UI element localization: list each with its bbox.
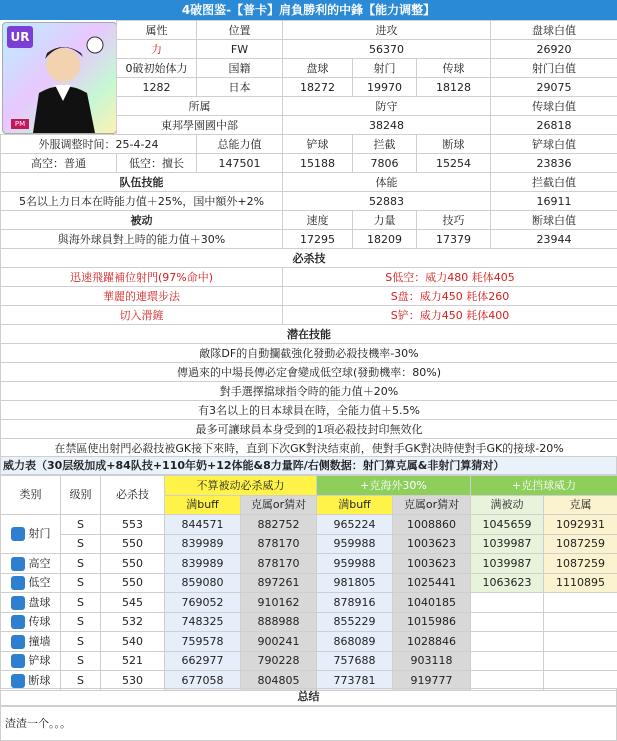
label-power: 力量 [353,211,417,230]
skill-power-cell: 530 [101,671,165,691]
counter-cell: 888988 [241,612,317,632]
value-affiliation: 東邦學園國中部 [117,116,283,135]
category-cell [1,651,61,671]
latent-skill-item: 敵隊DF的自動攔截強化發動必殺技機率-30% [1,344,617,363]
latent-skill-item: 傳過來的中場長傳必定會變成低空球(發動機率：80%) [1,363,617,382]
card-tag: PM [11,119,29,129]
page-title: 4破图鉴-【普卡】肩負勝利的中鋒【能力调整】 [0,0,617,20]
stats-table [0,20,617,458]
category-label: 高空 [28,556,51,570]
value-stamina: 52883 [283,192,491,211]
full-buff-cell: 769052 [165,593,241,613]
full-buff-cell: 748325 [165,612,241,632]
full-passive-cell [471,612,544,632]
label-pass: 传球 [417,59,491,78]
skill-power-cell: 550 [101,534,165,554]
category-label: 断球 [28,673,51,687]
full-passive-cell [471,632,544,652]
level-cell: S [61,651,101,671]
full-buff-cell: 759578 [165,632,241,652]
label-attribute: 属性 [117,21,197,40]
latent-skill-item: 對手選擇擋球指令時的能力值＋20% [1,382,617,401]
header-skill: 必杀技 [101,476,165,515]
power-row [1,593,617,613]
counter-cell: 897261 [241,573,317,593]
counter-cell: 910162 [241,593,317,613]
label-nationality: 国籍 [197,59,283,78]
team-skill-text: 5名以上力日本在時能力值＋25%，国中額外+2% [1,192,283,211]
skill-type-icon [11,576,25,590]
full-passive-cell [471,651,544,671]
value-block: 7806 [353,154,417,173]
counter-cell: 804805 [241,671,317,691]
header-overseas: +克海外30% [317,476,471,496]
latent-skill-item: 最多可讓球員本身受到的1項必殺技封印無效化 [1,420,617,439]
value-intercept: 15254 [417,154,491,173]
full-buff-cell: 662977 [165,651,241,671]
value-shoot: 19970 [353,78,417,97]
overseas-buff-cell: 965224 [317,515,393,535]
counter-cell: 878170 [241,534,317,554]
skill-power-cell: 532 [101,612,165,632]
header-block-counter: +克挡球威力 [471,476,617,496]
value-pass-raw: 26818 [491,116,617,135]
value-position: FW [197,40,283,59]
attribute-cell [544,593,617,613]
value-block-raw: 16911 [491,192,617,211]
overseas-counter-cell: 1008860 [393,515,471,535]
overseas-buff-cell: 868089 [317,632,393,652]
level-cell: S [61,554,101,574]
full-passive-cell: 1045659 [471,515,544,535]
subheader-counter: 克属or猜对 [241,495,317,515]
latent-skill-header: 潜在技能 [1,325,617,344]
value-intercept-raw: 23944 [491,230,617,249]
category-label: 射门 [28,527,51,541]
label-shoot: 射门 [353,59,417,78]
overseas-buff-cell: 757688 [317,651,393,671]
value-initial-stamina: 1282 [117,78,197,97]
overseas-counter-cell: 1003623 [393,534,471,554]
skill-type-icon [11,615,25,629]
label-shoot-raw: 射门白值 [491,59,617,78]
skill-power-cell: 553 [101,515,165,535]
value-defense: 38248 [283,116,491,135]
full-passive-cell: 1039987 [471,554,544,574]
attribute-cell [544,612,617,632]
killer-skill-name: 切入滑鏟 [1,306,283,325]
value-tackle: 15188 [283,154,353,173]
value-dribble: 18272 [283,78,353,97]
power-table-title: 威力表（30层级加成+84队技+110年奶+12体能&8力量阵/右侧数据：射门算克属&非射门算猜对） [0,456,617,475]
level-cell: S [61,534,101,554]
power-row [1,632,617,652]
level-cell: S [61,515,101,535]
category-label: 盘球 [28,595,51,609]
label-intercept: 断球 [417,135,491,154]
skill-type-icon [11,654,25,668]
label-intercept-raw: 断球白值 [491,211,617,230]
counter-cell: 900241 [241,632,317,652]
attribute-cell: 1087259 [544,554,617,574]
counter-cell: 790228 [241,651,317,671]
skill-power-cell: 550 [101,573,165,593]
overseas-counter-cell: 919777 [393,671,471,691]
killer-skill-name: 華麗的連環步法 [1,287,283,306]
overseas-buff-cell: 878916 [317,593,393,613]
subheader-full-passive: 满被动 [471,495,544,515]
label-technique: 技巧 [417,211,491,230]
value-dribble-raw: 26920 [491,40,617,59]
attribute-cell [544,632,617,652]
latent-skill-item: 有3名以上的日本球員在時，全能力值＋5.5% [1,401,617,420]
skill-type-icon [11,674,25,688]
counter-cell: 878170 [241,554,317,574]
label-total: 总能力值 [197,135,283,154]
category-cell [1,554,61,574]
skill-power-cell: 550 [101,554,165,574]
full-passive-cell: 1039987 [471,534,544,554]
category-label: 铲球 [28,654,51,667]
killer-skill-detail: S低空：威力480 耗体405 [283,268,617,287]
value-attack: 56370 [283,40,491,59]
skill-power-cell: 545 [101,593,165,613]
rarity-badge: UR [7,26,33,48]
header-category: 类别 [1,476,61,515]
power-row [1,651,617,671]
level-cell: S [61,593,101,613]
label-block: 拦截 [353,135,417,154]
category-label: 低空 [28,576,51,589]
category-cell [1,612,61,632]
full-buff-cell: 839989 [165,534,241,554]
killer-skill-detail: S铲：威力450 耗体400 [283,306,617,325]
full-passive-cell [471,593,544,613]
subheader-attribute: 克属 [544,495,617,515]
value-speed: 17295 [283,230,353,249]
value-technique: 17379 [417,230,491,249]
value-nationality: 日本 [197,78,283,97]
skill-power-cell: 521 [101,651,165,671]
category-label: 撞墙 [28,634,51,648]
value-pass: 18128 [417,78,491,97]
label-stamina: 体能 [283,173,491,192]
overseas-buff-cell: 773781 [317,671,393,691]
subheader-full-buff: 满buff [165,495,241,515]
label-dribble: 盘球 [283,59,353,78]
value-low-ball: 低空：擅长 [117,154,197,173]
overseas-counter-cell: 1028846 [393,632,471,652]
label-dribble-raw: 盘球白值 [491,21,617,40]
power-row [1,612,617,632]
value-total: 147501 [197,154,283,173]
value-power: 18209 [353,230,417,249]
category-cell [1,515,61,554]
overseas-counter-cell: 1025441 [393,573,471,593]
skill-type-icon [11,527,25,541]
power-row [1,534,617,554]
power-row [1,554,617,574]
full-buff-cell: 839989 [165,554,241,574]
level-cell: S [61,632,101,652]
label-block-raw: 拦截白值 [491,173,617,192]
power-table [0,475,617,691]
skill-type-icon [11,635,25,649]
passive-text: 與海外球員對上時的能力值＋30% [1,230,283,249]
value-high-ball: 高空：普通 [1,154,117,173]
full-buff-cell: 844571 [165,515,241,535]
category-cell [1,593,61,613]
full-passive-cell: 1063623 [471,573,544,593]
power-row [1,515,617,535]
label-attack: 进攻 [283,21,491,40]
subheader-counter: 克属or猜对 [393,495,471,515]
latent-skill-item: 在禁區使出射門必殺技被GK接下來時，直到下次GK對決结束前，使對手GK對决時使對手GK的接球-20% [1,439,617,458]
summary-header: 总结 [0,688,617,706]
subheader-full-buff: 满buff [317,495,393,515]
skill-power-cell: 540 [101,632,165,652]
overseas-counter-cell: 903118 [393,651,471,671]
value-tackle-raw: 23836 [491,154,617,173]
full-buff-cell: 859080 [165,573,241,593]
counter-cell: 882752 [241,515,317,535]
killer-skill-detail: S盘：威力450 耗体260 [283,287,617,306]
category-label: 传球 [28,615,51,628]
header-level: 级别 [61,476,101,515]
attribute-cell: 1110895 [544,573,617,593]
skill-type-icon [11,596,25,610]
category-cell [1,573,61,593]
overseas-counter-cell: 1040185 [393,593,471,613]
killer-skill-header: 必杀技 [1,249,617,268]
passive-header: 被动 [1,211,283,230]
attribute-cell: 1092931 [544,515,617,535]
full-buff-cell: 677058 [165,671,241,691]
power-row [1,573,617,593]
level-cell: S [61,573,101,593]
overseas-counter-cell: 1015986 [393,612,471,632]
label-defense: 防守 [283,97,491,116]
overseas-buff-cell: 959988 [317,554,393,574]
level-cell: S [61,612,101,632]
label-affiliation: 所属 [117,97,283,116]
overseas-buff-cell: 855229 [317,612,393,632]
label-speed: 速度 [283,211,353,230]
category-cell [1,632,61,652]
overseas-buff-cell: 959988 [317,534,393,554]
overseas-counter-cell: 1003623 [393,554,471,574]
label-tackle-raw: 铲球白值 [491,135,617,154]
label-position: 位置 [197,21,283,40]
skill-type-icon [11,557,25,571]
killer-skill-name: 迅速飛躍補位射門(97%命中) [1,268,283,287]
label-pass-raw: 传球白值 [491,97,617,116]
summary-text: 渣渣一个。。。 [0,706,617,741]
label-initial-stamina: 0破初始体力 [117,59,197,78]
label-adjust-date: 外服调整时间：25-4-24 [1,135,197,154]
team-skill-header: 队伍技能 [1,173,283,192]
value-shoot-raw: 29075 [491,78,617,97]
level-cell: S [61,671,101,691]
label-tackle: 铲球 [283,135,353,154]
value-attribute: 力 [117,40,197,59]
attribute-cell: 1087259 [544,534,617,554]
overseas-buff-cell: 981805 [317,573,393,593]
header-no-passive: 不算被动必杀威力 [165,476,317,496]
attribute-cell [544,651,617,671]
